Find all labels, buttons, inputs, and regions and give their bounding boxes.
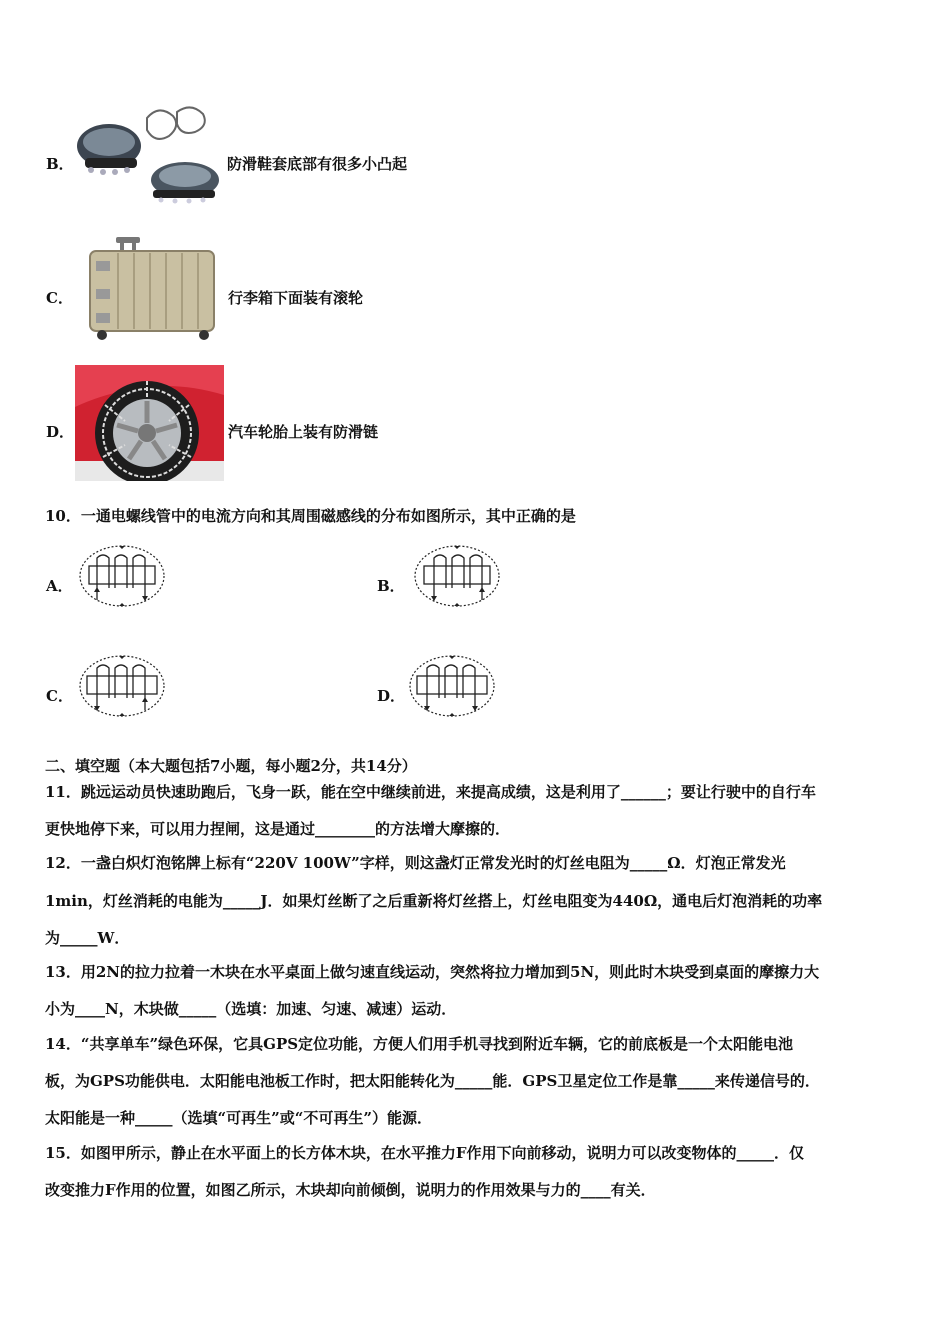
- q10-option-c-letter: C．: [46, 687, 73, 705]
- option-letter-d: D．: [46, 423, 75, 441]
- text-line: 15．如图甲所示，静止在水平面上的长方体木块，在水平推力F作用下向前移动，说明力可以改变物体的_____．仅: [45, 1144, 805, 1162]
- text-line: 更快地停下来，可以用力捏闸，这是通过________的方法增大摩擦的．: [45, 820, 511, 838]
- text-line: 为_____W．: [45, 929, 130, 947]
- text-line: 14．“共享单车”绿色环保，它具GPS定位功能，方便人们用手机寻找到附近车辆，它的前底板是一个太阳能电池: [45, 1035, 794, 1053]
- text-line: 13．用2N的拉力拉着一木块在水平桌面上做匀速直线运动，突然将拉力增加到5N，则此时木块受到桌面的摩擦力大: [45, 963, 820, 981]
- question-10-stem: 10．一通电螺线管中的电流方向和其周围磁感线的分布如图所示，其中正确的是: [45, 507, 576, 525]
- text-line: 太阳能是一种_____（选填“可再生”或“不可再生”）能源．: [45, 1109, 433, 1127]
- q10-option-a-letter: A．: [46, 577, 73, 595]
- text-line: 12．一盏白炽灯泡铭牌上标有“220V 100W”字样，则这盏灯正常发光时的灯丝电阻为_____Ω．灯泡正常发光: [45, 854, 786, 872]
- text-line: 小为____N，木块做_____（选填：加速、匀速、减速）运动．: [45, 1000, 457, 1018]
- tire-chain-photo: [75, 365, 224, 481]
- option-c-text: 行李箱下面装有滚轮: [228, 289, 364, 307]
- suitcase-photo: [82, 235, 222, 343]
- section-2-heading: 二、填空题（本大题包括7小题，每小题2分，共14分）: [45, 757, 417, 775]
- solenoid-diagram-c: [75, 650, 169, 722]
- option-letter-b: B．: [46, 155, 74, 173]
- option-letter-c: C．: [46, 289, 73, 307]
- text-line: 改变推力F作用的位置，如图乙所示，木块却向前倾倒，说明力的作用效果与力的____有关．: [45, 1181, 656, 1199]
- solenoid-diagram-a: [75, 540, 169, 612]
- text-line: 板，为GPS功能供电．太阳能电池板工作时，把太阳能转化为_____能．GPS卫星定位工作是靠_____来传递信号的．: [45, 1072, 820, 1090]
- shoe-cleats-photo: [73, 98, 223, 210]
- solenoid-diagram-b: [410, 540, 504, 612]
- q10-option-d-letter: D．: [377, 687, 406, 705]
- option-d-text: 汽车轮胎上装有防滑链: [228, 423, 379, 441]
- option-b-text: 防滑鞋套底部有很多小凸起: [227, 155, 408, 173]
- text-line: 11．跳远运动员快速助跑后，飞身一跃，能在空中继续前进，来提高成绩，这是利用了______；要让行驶中的自行车: [45, 783, 816, 801]
- text-line: 1min，灯丝消耗的电能为_____J．如果灯丝断了之后重新将灯丝搭上，灯丝电阻变为440Ω，通电后灯泡消耗的功率: [45, 892, 823, 910]
- solenoid-diagram-d: [405, 650, 499, 722]
- q10-option-b-letter: B．: [377, 577, 405, 595]
